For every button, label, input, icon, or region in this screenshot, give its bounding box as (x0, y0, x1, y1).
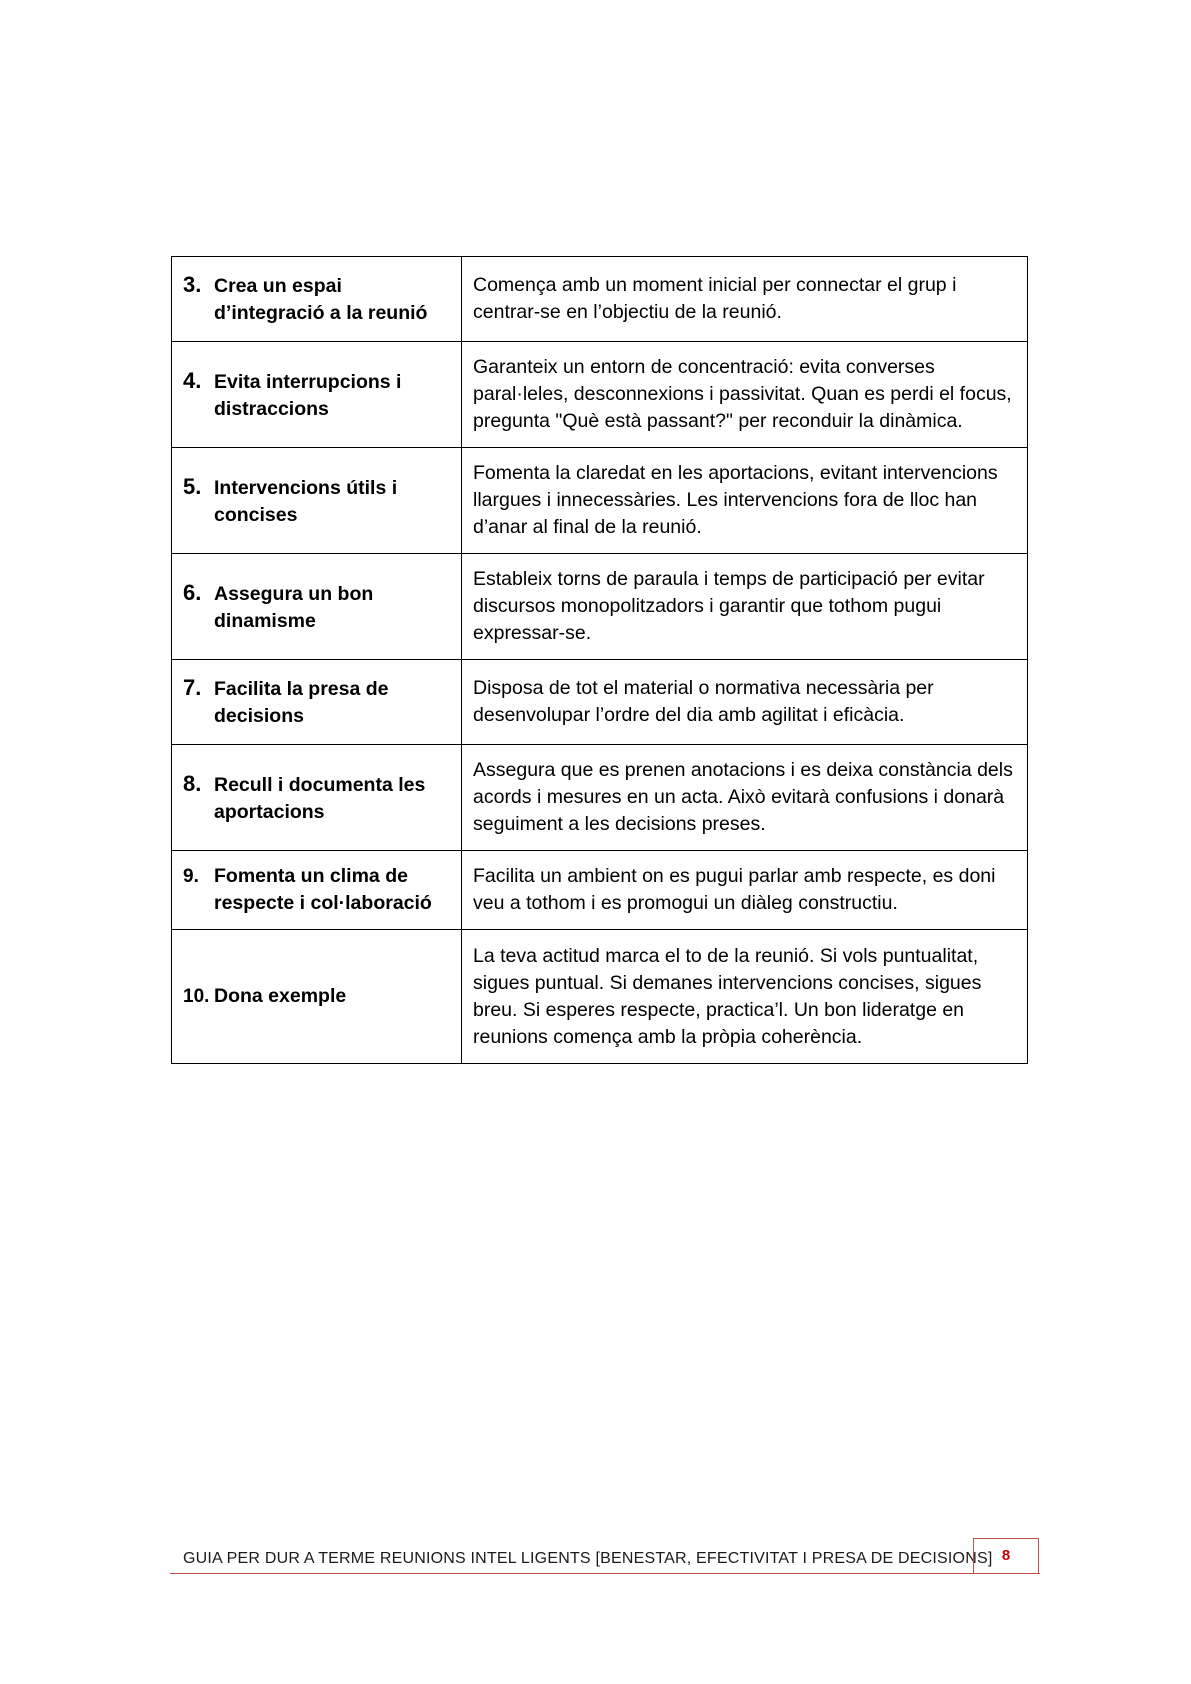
row-description: La teva actitud marca el to de la reunió. Si vols puntualitat, sigues puntual. Si demanes intervencions concises, sigues breu. Si esperes respecte, practica’l. Un bon lideratge en reunions comença amb la pròpia coherència. (462, 930, 1028, 1064)
row-title: Crea un espai d’integració a la reunió (214, 275, 428, 324)
row-description: Comença amb un moment inicial per connectar el grup i centrar-se en l’objectiu de la reunió. (462, 257, 1028, 342)
row-title: Facilita la presa de decisions (214, 678, 389, 727)
table-row (172, 660, 1028, 745)
row-title-cell (172, 660, 462, 745)
guide-table (171, 256, 1028, 1064)
row-title-cell (172, 745, 462, 851)
row-title-cell (172, 257, 462, 342)
row-number: 3. (183, 272, 202, 297)
page-number: 8 (973, 1538, 1039, 1573)
table-row (172, 745, 1028, 851)
row-title-cell (172, 930, 462, 1064)
row-title: Recull i documenta les aportacions (214, 773, 426, 823)
table-row (172, 554, 1028, 660)
footer-title: GUIA PER DUR A TERME REUNIONS INTEL LIGENTS [BENESTAR, EFECTIVITAT I PRESA DE DECISIONS] (183, 1550, 993, 1567)
table-row (172, 342, 1028, 448)
row-number: 9. (183, 866, 199, 887)
row-title-cell (172, 342, 462, 448)
row-number: 6. (183, 579, 202, 605)
table-row (172, 448, 1028, 554)
row-number: 5. (183, 473, 202, 499)
row-title: Intervencions útils i concises (214, 476, 398, 526)
row-description: Garanteix un entorn de concentració: evita converses paral·leles, desconnexions i passivitat. Quan es perdi el focus, pregunta "Què està passant?" per reconduir la dinàmica. (462, 342, 1028, 448)
row-description: Assegura que es prenen anotacions i es deixa constància dels acords i mesures en un acta. Això evitarà confusions i donarà seguiment a les decisions preses. (462, 745, 1028, 851)
footer-divider (170, 1573, 1040, 1574)
row-number: 10. (183, 986, 210, 1007)
row-number: 7. (183, 675, 202, 700)
page-footer (170, 1538, 1040, 1574)
row-number: 8. (183, 770, 202, 796)
row-title-cell (172, 851, 462, 930)
table-row (172, 257, 1028, 342)
row-description: Disposa de tot el material o normativa necessària per desenvolupar l’ordre del dia amb agilitat i eficàcia. (462, 660, 1028, 745)
row-description: Fomenta la claredat en les aportacions, evitant intervencions llargues i innecessàries. Les intervencions fora de lloc han d’anar al final de la reunió. (462, 448, 1028, 554)
row-title-cell (172, 448, 462, 554)
row-title: Assegura un bon dinamisme (214, 582, 374, 632)
row-description: Facilita un ambient on es pugui parlar amb respecte, es doni veu a tothom i es promogui un diàleg constructiu. (462, 851, 1028, 930)
row-description: Estableix torns de paraula i temps de participació per evitar discursos monopolitzadors i garantir que tothom pugui expressar-se. (462, 554, 1028, 660)
row-title: Fomenta un clima de respecte i col·laboració (214, 865, 432, 914)
row-title-cell (172, 554, 462, 660)
row-title: Dona exemple (214, 985, 347, 1007)
row-title: Evita interrupcions i distraccions (214, 370, 402, 420)
row-number: 4. (183, 367, 202, 393)
table-row (172, 851, 1028, 930)
table-row (172, 930, 1028, 1064)
